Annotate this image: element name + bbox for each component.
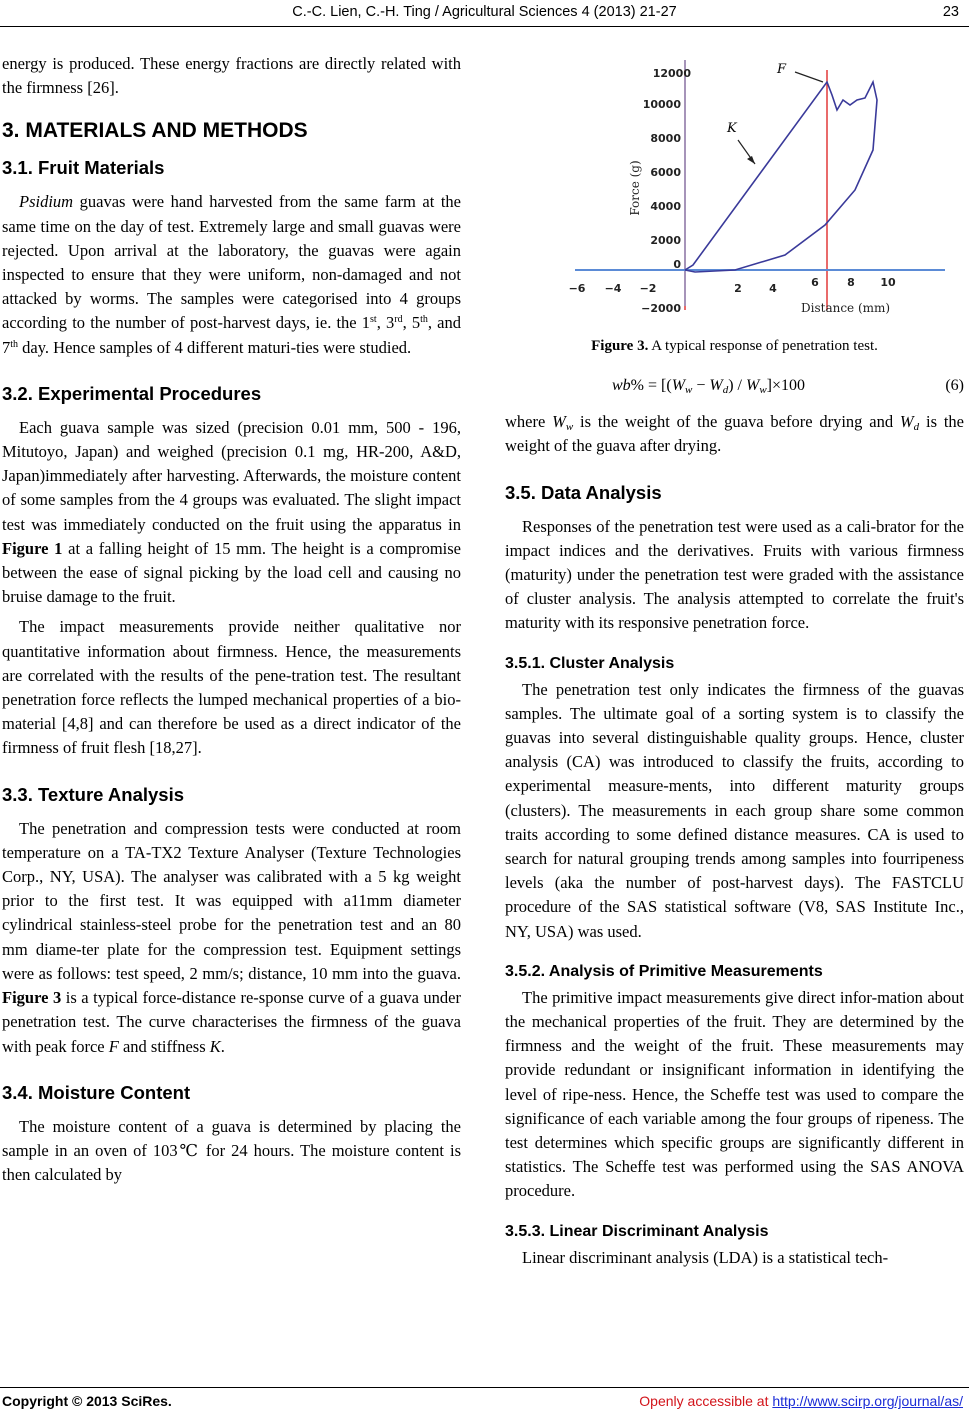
f-arrow — [795, 72, 823, 82]
x-tick: −6 — [568, 282, 586, 295]
x-tick: 2 — [734, 282, 742, 295]
page-number: 23 — [942, 4, 959, 20]
figure-3-caption: Figure 3. A typical response of penetration test. — [591, 338, 878, 354]
figure-3-chart — [505, 60, 964, 320]
y-tick: −2000 — [641, 302, 681, 315]
page-header — [0, 0, 969, 30]
section-3-2-paragraph-1: Each guava sample was sized (precision 0.01 mm, 500 - 196, Mitutoyo, Japan) and weighed (precision 0.1 mg, HR-200, A&D, Japan)immediately after harvesting. Afterwards, the moisture content of some samples from the 4 groups was evaluated. The slight impact test was immediately conducted on the fruit using the apparatus in Figure 1 at a falling height of 15 mm. The height is a compromise between the ease of signal picking by the load cell and causing no bruise damage to the fruit. — [2, 417, 461, 607]
x-axis-label: Distance (mm) — [801, 301, 891, 315]
y-tick: 6000 — [650, 166, 681, 179]
right-column — [505, 60, 964, 1270]
f-label: F — [777, 62, 787, 77]
x-tick: −4 — [604, 282, 622, 295]
left-column — [2, 52, 461, 1187]
section-3-5-3-title: 3.5.3. Linear Discriminant Analysis — [505, 1222, 769, 1240]
open-access-note: Openly accessible at http://www.scirp.org/journal/as/ — [639, 1393, 963, 1409]
section-3-3-paragraph: The penetration and compression tests were conducted at room temperature on a TA-TX2 Texture Analyser (Texture Technologies Corp., NY, USA). The analyser was calibrated with a 5 kg weight prior to the first test. It was equipped with a11mm diameter cylindrical stainless-steel probe for the penetration test and an 80 mm diame-ter plate for the compression test. Equipment settings were as follows: test speed, 2 mm/s; distance, 10 mm into the guava. Figure 3 is a typical force-distance re-sponse curve of a guava under penetration test. The curve characterises the firmness of the guava with peak force F and stiffness K. — [2, 818, 461, 1056]
section-3-5-1-title: 3.5.1. Cluster Analysis — [505, 654, 675, 672]
y-tick: 4000 — [650, 200, 681, 213]
x-tick: 8 — [847, 276, 855, 289]
section-3-5-title: 3.5. Data Analysis — [505, 481, 662, 503]
page-footer — [0, 1393, 969, 1417]
y-axis-label: Force (g) — [628, 160, 642, 216]
k-arrowhead — [747, 156, 755, 164]
section-3-5-3-paragraph: Linear discriminant analysis (LDA) is a statistical tech- — [522, 1247, 889, 1267]
section-3-5-2-title: 3.5.2. Analysis of Primitive Measurements — [505, 962, 823, 980]
y-tick: 12000 — [652, 67, 691, 80]
running-head: C.-C. Lien, C.-H. Ting / Agricultural Sciences 4 (2013) 21-27 — [292, 4, 677, 20]
copyright: Copyright © 2013 SciRes. — [2, 1393, 172, 1409]
paragraph-continued: energy is produced. These energy fractions are directly related with the firmness [26]. — [2, 54, 461, 98]
y-tick: 0 — [673, 258, 681, 271]
equation-6 — [505, 374, 964, 400]
equation-body: $wb\% = [(W_w - W_d) / W_w]\times 100$ — [612, 377, 806, 397]
y-tick: 8000 — [650, 132, 681, 145]
journal-link[interactable]: http://www.scirp.org/journal/as/ — [772, 1393, 963, 1409]
section-3-2-paragraph-2: The impact measurements provide neither qualitative nor quantitative information about firmness. Hence, the measurements are correlated with the results of the pene-tration test. The resultant penetration force reflects the lumped mechanical properties of a bio-material [4,8] and can therefore be used as a direct indicator of the firmness of fruit flesh [18,27]. — [2, 617, 461, 758]
section-3-4-paragraph: The moisture content of a guava is determined by placing the sample in an oven of 103℃ for 24 hours. The moisture content is then calculated by — [2, 1116, 461, 1185]
section-3-2-title: 3.2. Experimental Procedures — [2, 382, 262, 404]
section-3-4-title: 3.4. Moisture Content — [2, 1081, 191, 1103]
y-tick: 2000 — [650, 234, 681, 247]
equation-number: (6) — [945, 377, 964, 395]
section-3-3-title: 3.3. Texture Analysis — [2, 783, 185, 805]
x-tick: 4 — [769, 282, 777, 295]
section-3-1-paragraph: Psidium guavas were hand harvested from the same farm at the same time on the day of test. Extremely large and small guavas were rejected. Upon arrival at the laboratory, the guavas were again inspected to ensure that they were uniform, non-damaged and not attacked by worms. The samples were categorised into 4 groups according to the number of post-harvest days, ie. the 1st, 3rd, 5th, and 7th day. Hence samples of 4 different maturi-ties were studied. — [2, 192, 461, 357]
x-tick: 10 — [880, 276, 896, 289]
section-3-5-paragraph: Responses of the penetration test were used as a cali-brator for the impact indices and the derivatives. Fruits with various firmness (maturity) under the penetration test were graded with the assistance of cluster analysis. The analysis attempted to correlate the fruit's maturity with its responsive penetration force. — [505, 516, 964, 633]
section-3-1-title: 3.1. Fruit Materials — [2, 157, 165, 179]
equation-explanation: where $W_w$ is the weight of the guava before drying and $W_d$ is the weight of the guava after drying. — [505, 412, 964, 456]
k-label: K — [727, 121, 737, 136]
penetration-plot — [505, 60, 964, 320]
force-curve — [685, 82, 877, 272]
x-tick: −2 — [639, 282, 657, 295]
x-tick: 6 — [811, 276, 819, 289]
footer-rule — [0, 1387, 969, 1388]
header-rule — [0, 26, 969, 27]
section-3-5-1-paragraph: The penetration test only indicates the firmness of the guavas samples. The ultimate goal of a sorting system is to classify the guavas into several distinguishable quality groups. Hence, cluster analysis (CA) was introduced to classify the fruits, according to experimental measure-ments, into different maturity groups (clusters). The measurements in each group share some common traits according to some defined distance measures. CA is used to search for natural grouping trends among samples into fourripeness levels (aka the number of post-harvest days). The FASTCLU procedure of the SAS statistical software (V8, SAS Institute Inc., NY, USA) was used. — [505, 679, 964, 941]
section-3-title: 3. MATERIALS AND METHODS — [2, 119, 308, 143]
y-tick: 10000 — [642, 98, 681, 111]
section-3-5-2-paragraph: The primitive impact measurements give direct infor-mation about the mechanical properties of the fruit. They are determined by the firmness and the weight of the fruit. These measurements may provide redundant or insignificant information in identifying the level of ripe-ness. Hence, the Scheffe test was used to compare the significance of each variable among the four groups of ripeness. The test determines which specific groups are significantly different in statistics. The Scheffe test was performed using the SAS ANOVA procedure. — [505, 987, 964, 1201]
